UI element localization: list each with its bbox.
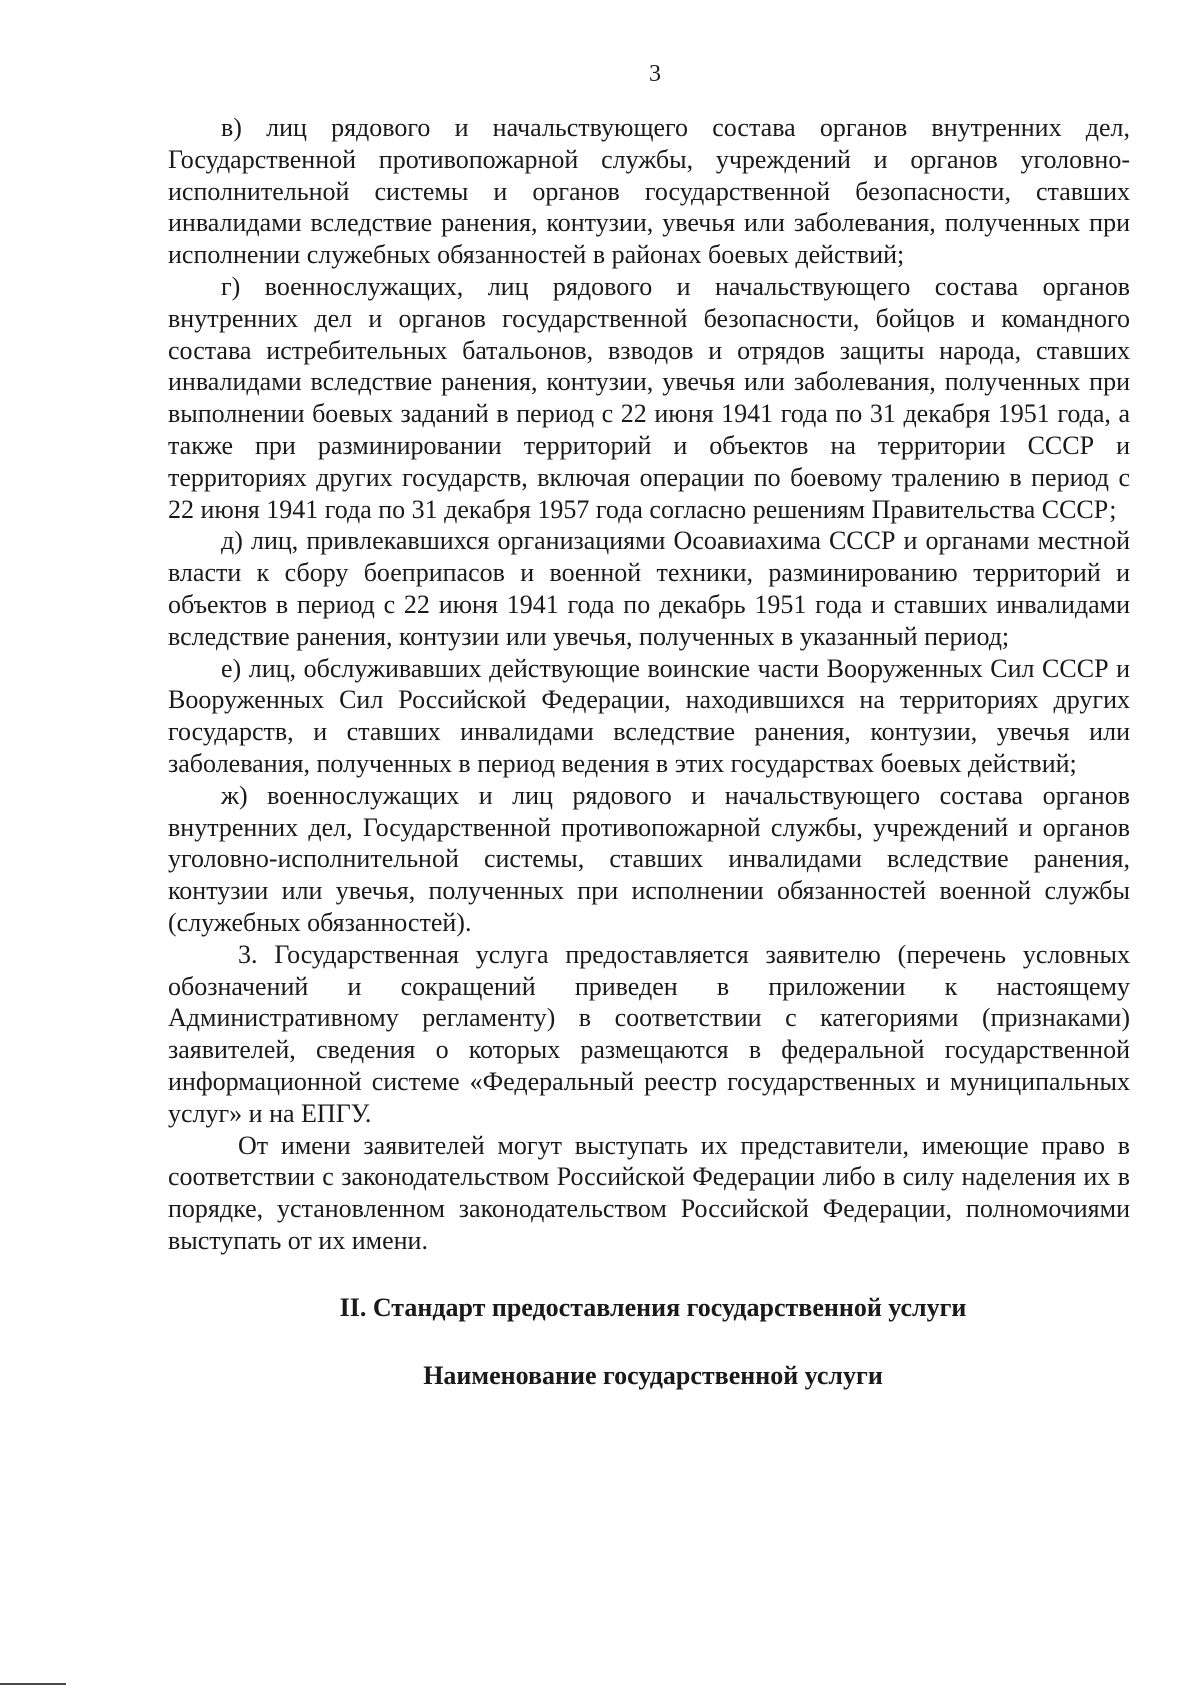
subsection-heading: Наименование государственной услуги — [423, 1360, 883, 1390]
page-number: 3 — [649, 61, 661, 87]
paragraph-item-3: 3. Государственная услуга предоставляется заявителю (перечень условных обозначений и сокращений приведен в приложении к настоящему Административному регламенту) в соответствии с категориями (признаками) заявителей, сведения о которых размещаются в федеральной государственной информационной системе «Федеральный реестр государственных и муниципальных услуг» и на ЕПГУ. — [168, 939, 1130, 1128]
document-page — [168, 58, 1130, 1392]
paragraph-e: е) лиц, обслуживавших действующие воинские части Вооруженных Сил СССР и Вооруженных Сил Российской Федерации, находившихся на территориях других государств, и ставших инвалидами вследствие ранения, контузии, увечья или заболевания, полученных в период ведения в этих государствах боевых действий; — [168, 653, 1130, 778]
paragraph-representatives: От имени заявителей могут выступать их представители, имеющие право в соответствии с законодательством Российской Федерации либо в силу наделения их в порядке, установленном законодательством Российской Федерации, полномочиями выступать от их имени. — [168, 1130, 1130, 1255]
paragraph-zh: ж) военнослужащих и лиц рядового и начальствующего состава органов внутренних дел, Государственной противопожарной службы, учреждений и органов уголовно-исполнительной системы, ставших инвалидами вследствие ранения, контузии или увечья, полученных при исполнении обязанностей военной службы (служебных обязанностей). — [168, 780, 1130, 937]
scan-edge-mark — [0, 1683, 66, 1685]
section-heading: II. Стандарт предоставления государственной услуги — [339, 1292, 967, 1322]
paragraph-g: г) военнослужащих, лиц рядового и начальствующего состава органов внутренних дел и органов государственной безопасности, бойцов и командного состава истребительных батальонов, взводов и отрядов защиты народа, ставших инвалидами вследствие ранения, контузии, увечья или заболевания, полученных при выполнении боевых заданий в период с 22 июня 1941 года по 31 декабря 1951 года, а также при разминировании территорий и объектов на территории СССР и территориях других государств, включая операции по боевому тралению в период с 22 июня 1941 года по 31 декабря 1957 года согласно решениям Правительства СССР; — [168, 271, 1130, 524]
paragraph-d: д) лиц, привлекавшихся организациями Осоавиахима СССР и органами местной власти к сбору боеприпасов и военной техники, разминированию территорий и объектов в период с 22 июня 1941 года по декабрь 1951 года и ставших инвалидами вследствие ранения, контузии или увечья, полученных в указанный период; — [168, 526, 1130, 651]
paragraph-v: в) лиц рядового и начальствующего состава органов внутренних дел, Государственной противопожарной службы, учреждений и органов уголовно-исполнительной системы и органов государственной безопасности, ставших инвалидами вследствие ранения, контузии, увечья или заболевания, полученных при исполнении служебных обязанностей в районах боевых действий; — [168, 113, 1130, 270]
